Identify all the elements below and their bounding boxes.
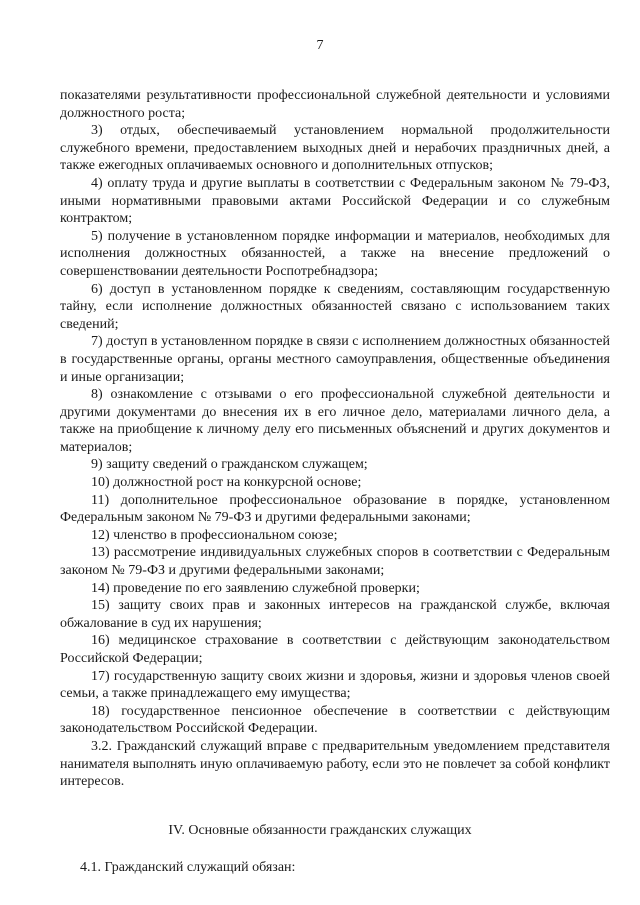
paragraph-right-9: 9) защиту сведений о гражданском служащем; <box>91 457 368 473</box>
paragraph-right-13: 13) рассмотрение индивидуальных служебных споров в соответствии с Федеральным законом № 79-ФЗ и другими федеральными законами; <box>60 545 610 579</box>
paragraph-right-11: 11) дополнительное профессиональное образование в порядке, установленном Федеральным законом № 79-ФЗ и другими федеральными законами; <box>60 492 610 526</box>
page-number: 7 <box>316 38 324 53</box>
paragraph-right-7: 7) доступ в установленном порядке в связи с исполнением должностных обязанностей в государственные органы, органы местного самоуправления, общественные объединения и иные организации; <box>60 334 610 385</box>
paragraph-right-6: 6) доступ в установленном порядке к сведениям, составляющим государственную тайну, если исполнение должностных обязанностей связано с использованием таких сведений; <box>60 281 610 332</box>
paragraph-right-17: 17) государственную защиту своих жизни и здоровья, жизни и здоровья членов своей семьи, а также принадлежащего ему имущества; <box>60 668 610 702</box>
document-body <box>60 87 610 791</box>
paragraph-right-3: 3) отдых, обеспечиваемый установлением нормальной продолжительности служебного времени, предоставлением выходных дней и нерабочих праздничных дней, а также ежегодных оплачиваемых основного и дополнительных отпусков; <box>60 123 610 174</box>
paragraph-right-4: 4) оплату труда и другие выплаты в соответствии с Федеральным законом № 79-ФЗ, иными нормативными правовыми актами Российской Федерации и со служебным контрактом; <box>60 175 610 227</box>
section-heading: IV. Основные обязанности гражданских служащих <box>168 823 472 838</box>
paragraph-right-5: 5) получение в установленном порядке информации и материалов, необходимых для исполнения должностных обязанностей, а также на внесение предложений о совершенствовании деятельности Роспотребнадзора; <box>60 228 610 279</box>
paragraph-continuation: показателями результативности профессиональной служебной деятельности и условиями должностного роста; <box>60 88 610 121</box>
paragraph-right-10: 10) должностной рост на конкурсной основе; <box>91 475 362 491</box>
paragraph-right-12: 12) членство в профессиональном союзе; <box>91 527 338 543</box>
paragraph-right-15: 15) защиту своих прав и законных интересов на гражданской службе, включая обжалование в суд их нарушения; <box>60 598 610 631</box>
clause-4-1: 4.1. Гражданский служащий обязан: <box>80 860 296 875</box>
paragraph-right-16: 16) медицинское страхование в соответствии с действующим законодательством Российской Федерации; <box>60 633 610 666</box>
paragraph-right-18: 18) государственное пенсионное обеспечение в соответствии с действующим законодательством Российской Федерации. <box>60 703 610 737</box>
paragraph-clause-3-2: 3.2. Гражданский служащий вправе с предварительным уведомлением представителя нанимателя выполнять иную оплачиваемую работу, если это не повлечет за собой конфликт интересов. <box>60 738 610 790</box>
paragraph-right-14: 14) проведение по его заявлению служебной проверки; <box>91 580 420 596</box>
paragraph-right-8: 8) ознакомление с отзывами о его профессиональной служебной деятельности и другими документами до внесения их в его личное дело, материалами личного дела, а также на приобщение к личному делу его письменных объяснений и других документов и материалов; <box>60 387 610 455</box>
